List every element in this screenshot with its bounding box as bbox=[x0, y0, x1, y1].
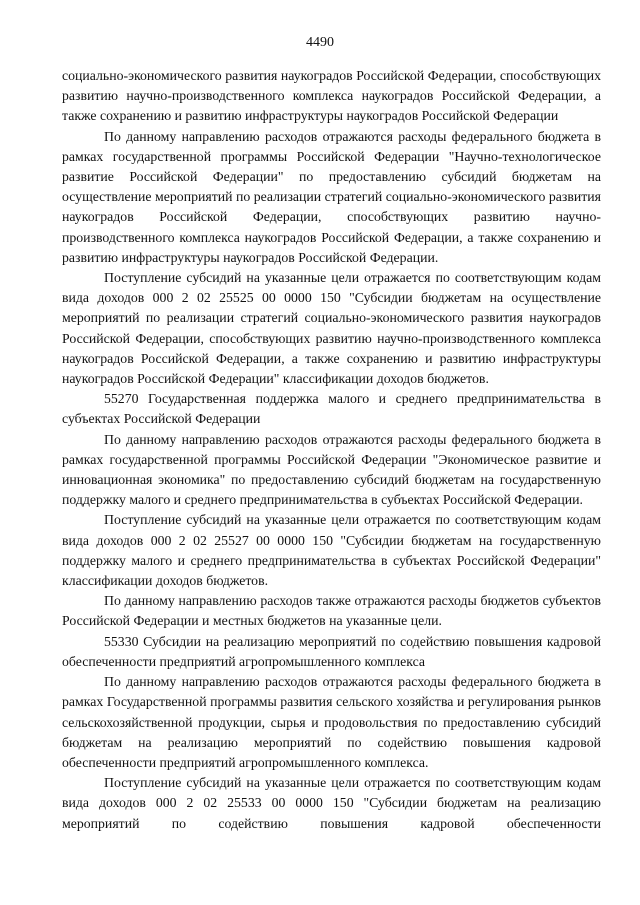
paragraph-expenses-agro-staffing: По данному направлению расходов отражаются расходы федерального бюджета в рамках Государственной программы развития сельского хозяйства и регулирования рынков сельскохозяйственной продукции, сырья и продовольствия по предоставлению субсидий бюджетам на реализацию мероприятий по содействию повышения кадровой обеспеченности предприятий агропромышленного комплекса. bbox=[62, 674, 601, 770]
paragraph-continuation: социально-экономического развития наукоградов Российской Федерации, способствующих развитию научно-производственного комплекса наукоградов Российской Федерации, а также сохранению и развитию инфраструктуры наукоградов Российской Федерации bbox=[62, 68, 601, 124]
document-body bbox=[62, 66, 601, 834]
page-number: 4490 bbox=[306, 35, 334, 50]
section-heading-55330: 55330 Субсидии на реализацию мероприятий по содействию повышения кадровой обеспеченности предприятий агропромышленного комплекса bbox=[62, 633, 601, 669]
paragraph-income-codes-25533: Поступление субсидий на указанные цели отражается по соответствующим кодам вида доходов 000 2 02 25533 00 0000 150 "Субсидии бюджетам на реализацию мероприятий по содействию повышения кадровой обеспеченности bbox=[62, 775, 601, 831]
paragraph-income-codes-25527: Поступление субсидий на указанные цели отражается по соответствующим кодам вида доходов 000 2 02 25527 00 0000 150 "Субсидии бюджетам на государственную поддержку малого и среднего предпринимательства в субъектах Российской Федерации" классификации доходов бюджетов. bbox=[62, 512, 601, 589]
paragraph-income-codes-25525: Поступление субсидий на указанные цели отражается по соответствующим кодам вида доходов 000 2 02 25525 00 0000 150 "Субсидии бюджетам на осуществление мероприятий по реализации стратегий социально-экономического развития наукоградов Российской Федерации, способствующих развитию научно-производственного комплекса наукоградов Российской Федерации, а также сохранению и развитию инфраструктуры наукоградов Российской Федерации" классификации доходов бюджетов. bbox=[62, 270, 601, 387]
paragraph-expenses-science-cities: По данному направлению расходов отражаются расходы федерального бюджета в рамках государственной программы Российской Федерации "Научно-технологическое развитие Российской Федерации" по предоставлению субсидий бюджетам на осуществление мероприятий по реализации стратегий социально-экономического развития наукоградов Российской Федерации, способствующих развитию научно-производственного комплекса наукоградов Российской Федерации, а также сохранению и развитию инфраструктуры наукоградов Российской Федерации. bbox=[62, 128, 601, 265]
paragraph-expenses-small-business: По данному направлению расходов отражаются расходы федерального бюджета в рамках государственной программы Российской Федерации "Экономическое развитие и инновационная экономика" по предоставлению субсидий бюджетам на государственную поддержку малого и среднего предпринимательства в субъектах Российской Федерации. bbox=[62, 431, 601, 508]
paragraph-regional-budgets: По данному направлению расходов также отражаются расходы бюджетов субъектов Российской Федерации и местных бюджетов на указанные цели. bbox=[62, 593, 601, 629]
section-heading-55270: 55270 Государственная поддержка малого и среднего предпринимательства в субъектах Российской Федерации bbox=[62, 391, 601, 427]
